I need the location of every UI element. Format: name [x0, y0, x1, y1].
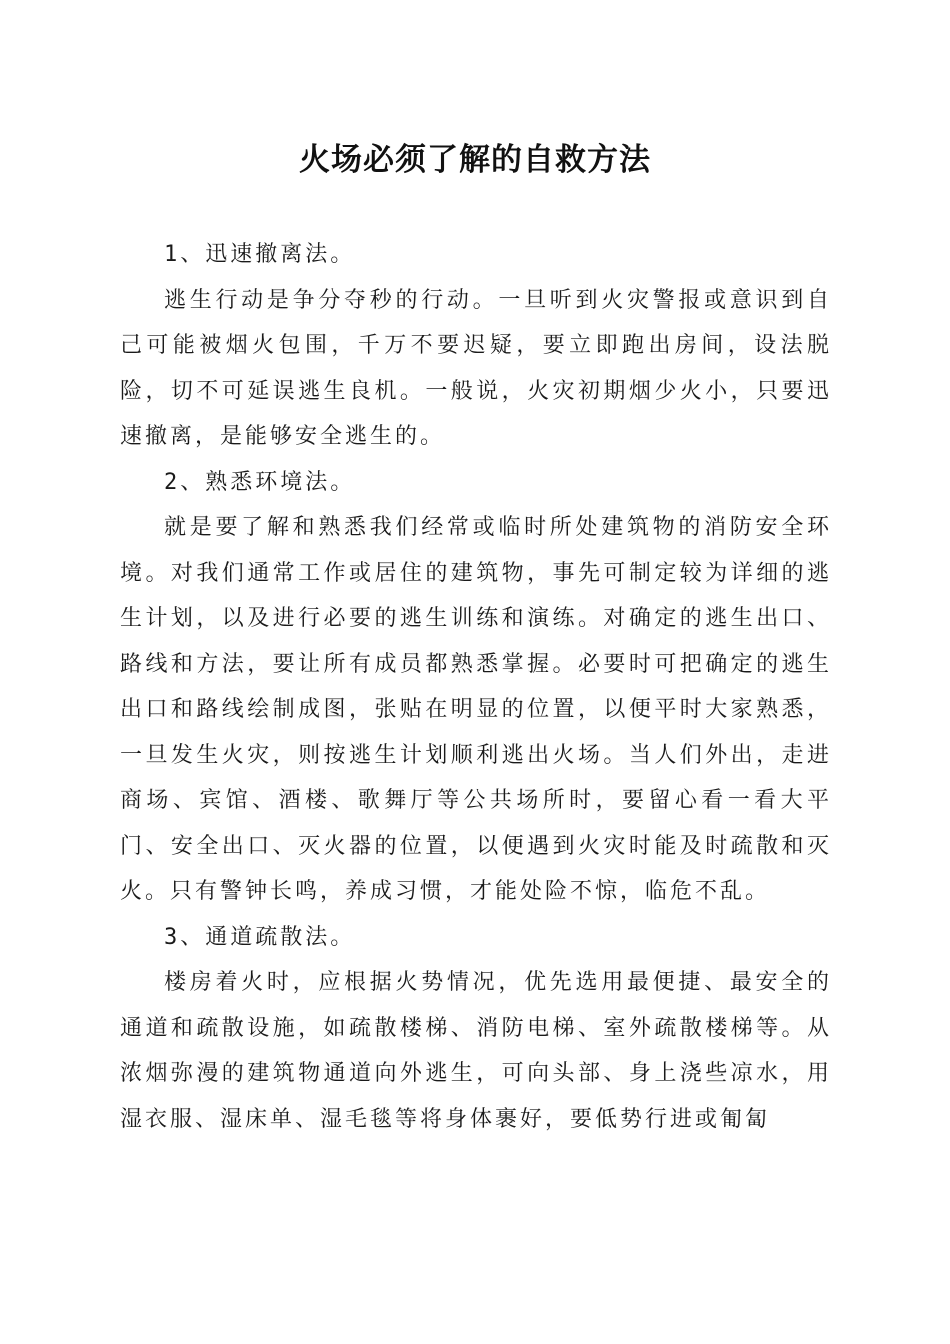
section-heading-1: 1、迅速撤离法。	[164, 242, 356, 267]
section-paragraph-2: 就是要了解和熟悉我们经常或临时所处建筑物的消防安全环境。对我们通常工作或居住的建筑物，事先可制定较为详细的逃生计划，以及进行必要的逃生训练和演练。对确定的逃生出口、路线和方法，要让所有成员都熟悉掌握。必要时可把确定的逃生出口和路线绘制成图，张贴在明显的位置，以便平时大家熟悉，一旦发生火灾，则按逃生计划顺利逃出火场。当人们外出，走进商场、宾馆、酒楼、歌舞厅等公共场所时，要留心看一看大平门、安全出口、灭火器的位置，以便遇到火灾时能及时疏散和灭火。只有警钟长鸣，养成习惯，才能处险不惊，临危不乱。	[120, 515, 832, 904]
document-body	[120, 232, 832, 1142]
section-paragraph-1: 逃生行动是争分夺秒的行动。一旦听到火灾警报或意识到自己可能被烟火包围，千万不要迟疑，要立即跑出房间，设法脱险，切不可延误逃生良机。一般说，火灾初期烟少火小，只要迅速撤离，是能够安全逃生的。	[120, 287, 832, 449]
section-paragraph-3: 楼房着火时，应根据火势情况，优先选用最便捷、最安全的通道和疏散设施，如疏散楼梯、消防电梯、室外疏散楼梯等。从浓烟弥漫的建筑物通道向外逃生，可向头部、身上浇些凉水，用湿衣服、湿床单、湿毛毯等将身体裹好，要低势行进或匍匐	[120, 970, 832, 1132]
section-heading-2: 2、熟悉环境法。	[164, 469, 356, 495]
section-heading-3: 3、通道疏散法。	[164, 924, 356, 950]
page-title: 火场必须了解的自救方法	[299, 142, 651, 178]
